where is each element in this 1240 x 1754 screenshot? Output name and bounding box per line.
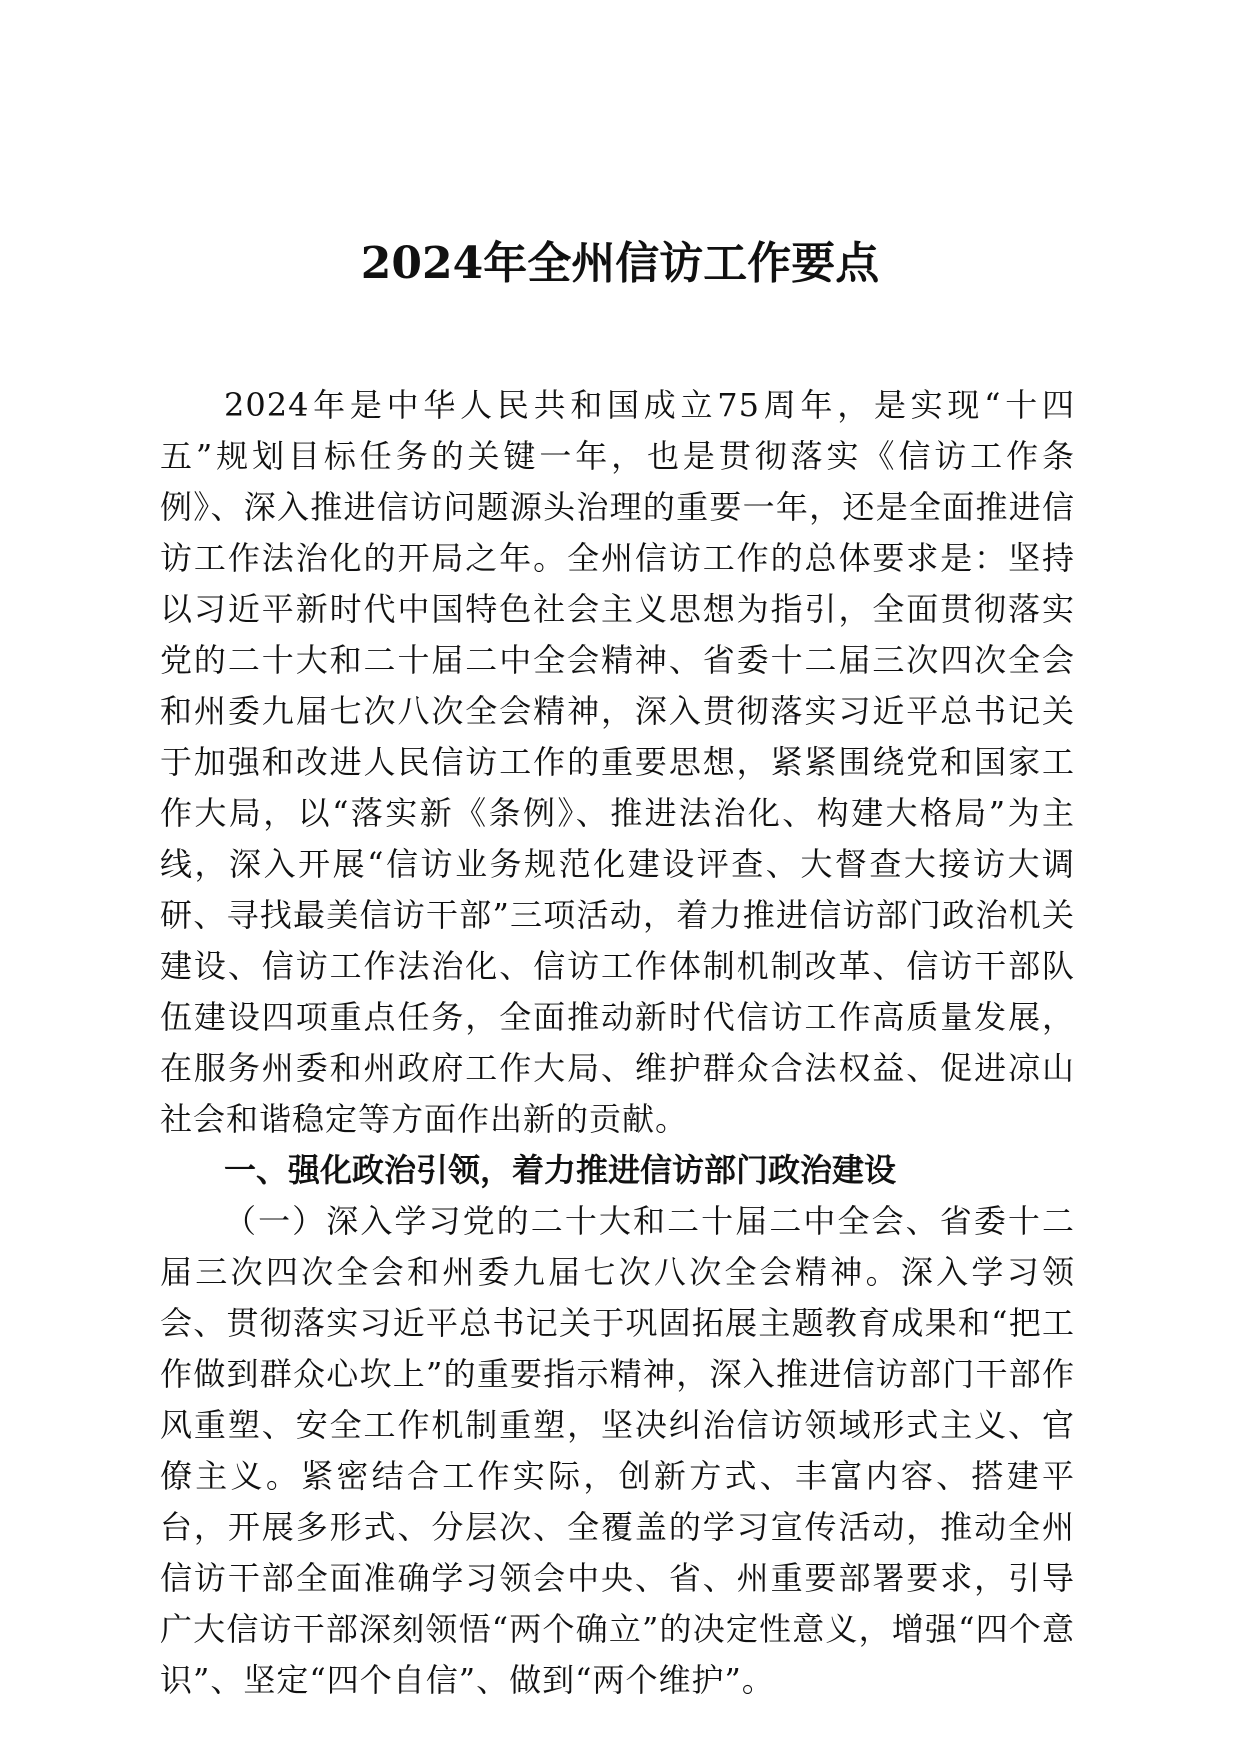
section-paragraph: （一）深入学习党的二十大和二十届二中全会、省委十二届三次四次全会和州委九届七次八次全会精神。深入学习领会、贯彻落实习近平总书记关于巩固拓展主题教育成果和“把工作做到群众心坎上”的重要指示精神，深入推进信访部门干部作风重塑、安全工作机制重塑，坚决纠治信访领域形式主义、官僚主义。紧密结合工作实际，创新方式、丰富内容、搭建平台，开展多形式、分层次、全覆盖的学习宣传活动，推动全州信访干部全面准确学习领会中央、省、州重要部署要求，引导广大信访干部深刻领悟“两个确立”的决定性意义，增强“四个意识”、坚定“四个自信”、做到“两个维护”。 (160, 1202, 1075, 1699)
document-title: 2024年全州信访工作要点 (360, 238, 880, 289)
section-heading: 一、强化政治引领，着力推进信访部门政治建设 (224, 1151, 897, 1189)
intro-paragraph: 2024年是中华人民共和国成立75周年，是实现“十四五”规划目标任务的关键一年，也是贯彻落实《信访工作条例》、深入推进信访问题源头治理的重要一年，还是全面推进信访工作法治化的开局之年。全州信访工作的总体要求是：坚持以习近平新时代中国特色社会主义思想为指引，全面贯彻落实党的二十大和二十届二中全会精神、省委十二届三次四次全会和州委九届七次八次全会精神，深入贯彻落实习近平总书记关于加强和改进人民信访工作的重要思想，紧紧围绕党和国家工作大局，以“落实新《条例》、推进法治化、构建大格局”为主线，深入开展“信访业务规范化建设评查、大督查大接访大调研、寻找最美信访干部”三项活动，着力推进信访部门政治机关建设、信访工作法治化、信访工作体制机制改革、信访干部队伍建设四项重点任务，全面推动新时代信访工作高质量发展，在服务州委和州政府工作大局、维护群众合法权益、促进凉山社会和谐稳定等方面作出新的贡献。 (160, 386, 1075, 1138)
document-body (160, 380, 1075, 1706)
